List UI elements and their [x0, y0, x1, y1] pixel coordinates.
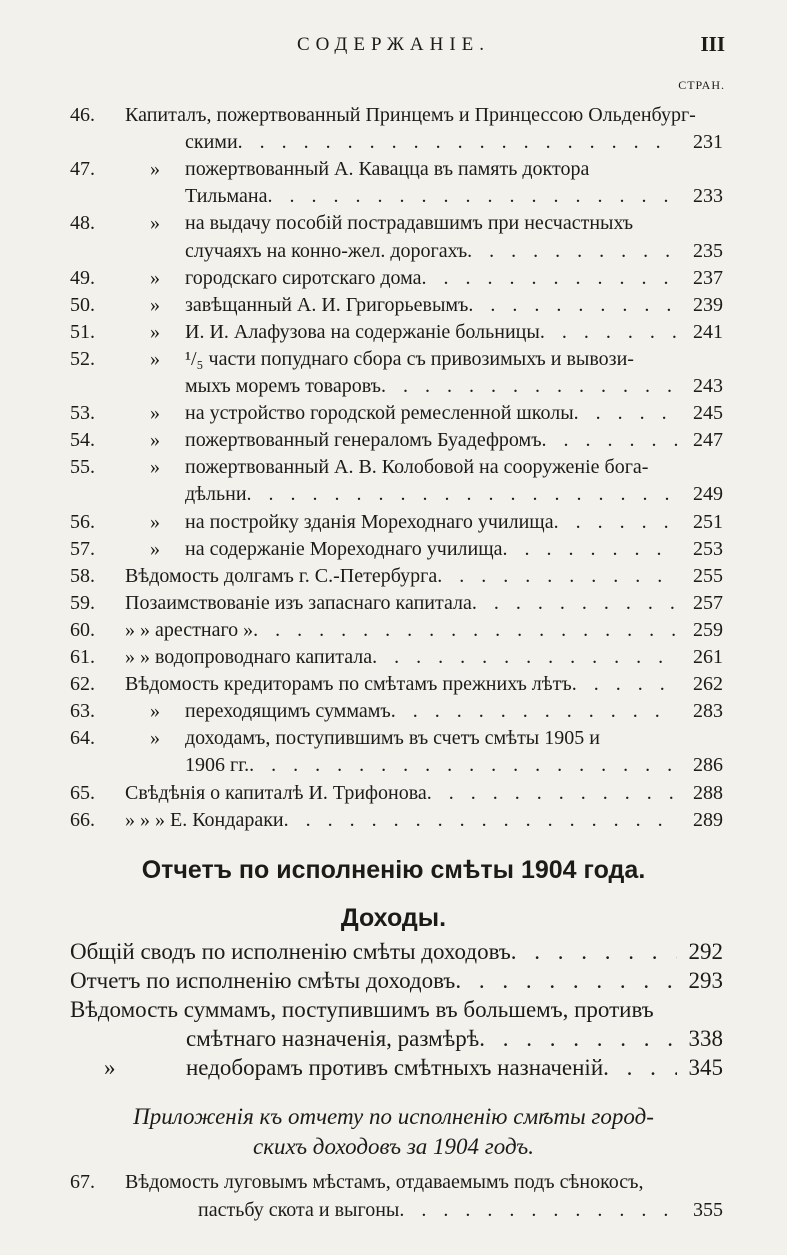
entry-text: случаяхъ на конно-жел. дорогахъ — [185, 239, 468, 262]
entry-page: 247 — [693, 429, 723, 452]
dot-leader — [467, 237, 677, 265]
toc-entry — [70, 697, 723, 725]
main-entry-page: 293 — [688, 968, 723, 993]
entry-number: 47. — [70, 158, 95, 181]
entry-text: скими — [185, 131, 238, 154]
entry-number: 58. — [70, 564, 95, 587]
entry-number: 61. — [70, 646, 95, 668]
entry-text: пожертвованный А. Кавацца въ память доктора — [185, 158, 590, 181]
entry-number: 52. — [70, 347, 95, 370]
dot-leader — [472, 589, 677, 617]
dot-leader — [503, 535, 677, 563]
toc-entry — [70, 291, 723, 319]
dot-leader — [268, 182, 678, 210]
ditto-mark: » — [150, 456, 160, 479]
toc-entry — [70, 535, 723, 563]
toc-entry — [70, 155, 723, 183]
toc-entry — [70, 643, 723, 671]
entry-text: мыхъ моремъ товаровъ — [185, 375, 382, 397]
toc-entry — [70, 399, 723, 427]
entry-page: 237 — [693, 266, 723, 289]
appendix-entry — [70, 1168, 723, 1196]
dot-leader — [422, 264, 677, 292]
entry-text: И. И. Алафузова на содержаніе больницы — [185, 320, 540, 343]
dot-leader — [479, 1023, 677, 1051]
dot-leader — [468, 291, 677, 319]
toc-entry — [70, 562, 723, 590]
entry-page: 261 — [693, 646, 723, 668]
main-entry — [70, 994, 723, 1026]
entry-text: Вѣдомость кредиторамъ по смѣтамъ прежнихъ лѣтъ — [125, 673, 572, 696]
ditto-mark: » — [150, 266, 160, 289]
dot-leader — [372, 643, 677, 671]
toc-entry — [70, 670, 723, 698]
main-entry-page: 345 — [688, 1055, 723, 1080]
ditto-mark: » — [150, 537, 160, 560]
entry-text: » » водопроводнаго капитала — [125, 646, 373, 668]
entry-page: 251 — [693, 510, 723, 533]
toc-entry — [70, 616, 723, 644]
dot-leader — [554, 508, 677, 536]
entry-text: на устройство городской ремесленной школы — [185, 402, 574, 425]
main-entry-text: недоборамъ противъ смѣтныхъ назначеній — [186, 1055, 604, 1080]
toc-entry — [70, 480, 723, 508]
entry-page: 289 — [693, 808, 723, 831]
entry-page: 243 — [693, 375, 723, 397]
ditto-mark: » — [150, 700, 160, 723]
entry-text: пастьбу скота и выгоны — [198, 1199, 400, 1221]
entry-page: 259 — [693, 618, 723, 641]
entry-number: 54. — [70, 429, 95, 452]
ditto-mark: » — [150, 320, 160, 343]
ditto-mark: » — [150, 402, 160, 425]
main-entry-page: 292 — [688, 939, 723, 964]
appendix-title-line1: Приложенія къ отчету по исполненію смѣты город- — [133, 1104, 654, 1129]
toc-entry — [70, 128, 723, 156]
toc-entry — [70, 264, 723, 292]
entry-page: 241 — [693, 320, 723, 343]
dot-leader — [455, 965, 677, 993]
main-entry — [70, 936, 723, 968]
entry-text: » » арестнаго » — [125, 618, 254, 641]
entry-text: Свѣдѣнія о капиталѣ И. Трифонова — [125, 781, 427, 804]
dot-leader — [238, 128, 677, 156]
page-column-label: СТРАН. — [678, 78, 725, 92]
main-entry — [70, 965, 723, 997]
page-header-title: СОДЕРЖАНІЕ. — [296, 34, 491, 55]
main-entry-text: Общій сводъ по исполненію смѣты доходовъ — [70, 939, 511, 964]
main-entry-page: 338 — [688, 1026, 723, 1051]
toc-entry — [70, 453, 723, 481]
dot-leader — [391, 697, 677, 725]
main-entry-text: смѣтнаго назначенія, размѣрѣ — [186, 1026, 480, 1051]
entry-text: 1906 гг. — [185, 754, 250, 777]
toc-entry — [70, 508, 723, 536]
entry-text: пожертвованный генераломъ Буадефромъ — [185, 429, 542, 452]
section-subtitle: Доходы. — [340, 904, 447, 932]
dot-leader — [437, 562, 677, 590]
ditto-mark: » — [150, 158, 160, 181]
ditto-mark: » — [104, 1055, 116, 1080]
entry-text: дѣльни — [185, 483, 247, 506]
entry-number: 66. — [70, 808, 95, 831]
entry-text: ¹/₅ части попуднаго сбора съ привозимыхъ и вывози- — [185, 347, 634, 370]
entry-text: Позаимствованіе изъ запаснаго капитала — [125, 591, 472, 614]
main-entry — [70, 1023, 723, 1055]
entry-page: 255 — [693, 564, 723, 587]
ditto-mark: » — [150, 510, 160, 533]
entry-number: 53. — [70, 402, 95, 425]
entry-page: 257 — [693, 591, 723, 614]
entry-text: » » » Е. Кондараки — [125, 808, 284, 831]
toc-entry — [70, 779, 723, 807]
entry-page: 249 — [693, 483, 723, 506]
entry-number: 48. — [70, 212, 95, 235]
entry-text: на постройку зданія Мореходнаго училища — [185, 510, 554, 533]
main-entry — [70, 1052, 723, 1084]
entry-page: 262 — [693, 673, 723, 696]
entry-page: 288 — [693, 781, 723, 804]
toc-entry — [70, 318, 723, 346]
entry-text: Капиталъ, пожертвованный Принцемъ и Принцессою Ольденбург- — [125, 104, 696, 126]
entry-text: на содержаніе Мореходнаго училища — [185, 537, 503, 560]
entry-text: пожертвованный А. В. Колобовой на сооруженіе бога- — [185, 456, 649, 479]
entry-text: завѣщанный А. И. Григорьевымъ — [185, 293, 469, 316]
entry-text: Тильмана — [185, 185, 268, 208]
main-entry-text: Отчетъ по исполненію смѣты доходовъ — [70, 968, 456, 993]
dot-leader — [603, 1052, 677, 1080]
entry-number: 57. — [70, 537, 95, 560]
ditto-mark: » — [150, 212, 160, 235]
entry-number: 55. — [70, 456, 95, 479]
toc-entry — [70, 751, 723, 779]
entry-text: переходящимъ суммамъ — [185, 700, 391, 723]
dot-leader — [511, 936, 677, 964]
dot-leader — [253, 616, 677, 644]
entry-page: 355 — [693, 1199, 723, 1221]
entry-page: 233 — [693, 185, 723, 208]
entry-text: доходамъ, поступившимъ въ счетъ смѣты 1905 и — [185, 727, 600, 750]
main-entry-text: Вѣдомость суммамъ, поступившимъ въ большемъ, противъ — [70, 997, 654, 1022]
entry-page: 286 — [693, 754, 723, 777]
entry-text: Вѣдомость долгамъ г. С.-Петербурга — [125, 564, 438, 587]
appendix-title-line2: скихъ доходовъ за 1904 годъ. — [253, 1134, 534, 1159]
entry-page: 283 — [693, 700, 723, 723]
dot-leader — [540, 318, 677, 346]
entry-number: 49. — [70, 266, 95, 289]
toc-entry — [70, 237, 723, 265]
ditto-mark: » — [150, 293, 160, 316]
toc-entry — [70, 589, 723, 617]
entry-number: 56. — [70, 510, 95, 533]
toc-entry — [70, 345, 723, 373]
toc-entry — [70, 101, 723, 129]
entry-number: 64. — [70, 727, 95, 750]
entry-page: 253 — [693, 537, 723, 560]
entry-number: 65. — [70, 781, 95, 804]
entry-page: 235 — [693, 239, 723, 262]
toc-entry — [70, 724, 723, 752]
dot-leader — [284, 806, 677, 834]
dot-leader — [427, 779, 677, 807]
dot-leader — [542, 426, 677, 454]
entry-number: 51. — [70, 320, 95, 343]
toc-entry — [70, 182, 723, 210]
entry-text: на выдачу пособій пострадавшимъ при несчастныхъ — [185, 212, 634, 235]
dot-leader — [574, 399, 677, 427]
entry-page: 231 — [693, 131, 723, 154]
section-title: Отчетъ по исполненію смѣты 1904 года. — [141, 856, 646, 884]
entry-text: городскаго сиротскаго дома — [185, 266, 422, 289]
dot-leader — [247, 480, 677, 508]
toc-entry — [70, 209, 723, 237]
dot-leader — [399, 1196, 677, 1224]
entry-page: 239 — [693, 293, 723, 316]
dot-leader — [249, 751, 677, 779]
appendix-entry — [70, 1196, 723, 1224]
entry-page: 245 — [693, 402, 723, 425]
ditto-mark: » — [150, 347, 160, 370]
entry-number: 67. — [70, 1171, 95, 1193]
entry-number: 50. — [70, 293, 95, 316]
toc-entry — [70, 806, 723, 834]
page-number: III — [700, 32, 725, 56]
entry-number: 63. — [70, 700, 95, 723]
entry-number: 60. — [70, 618, 95, 641]
entry-text: Вѣдомость луговымъ мѣстамъ, отдаваемымъ подъ сѣнокосъ, — [125, 1171, 644, 1193]
entry-number: 59. — [70, 591, 95, 614]
entry-number: 62. — [70, 673, 95, 696]
toc-entry — [70, 372, 723, 400]
ditto-mark: » — [150, 429, 160, 452]
dot-leader — [572, 670, 677, 698]
toc-entry — [70, 426, 723, 454]
dot-leader — [381, 372, 677, 400]
entry-number: 46. — [70, 104, 95, 126]
ditto-mark: » — [150, 727, 160, 750]
